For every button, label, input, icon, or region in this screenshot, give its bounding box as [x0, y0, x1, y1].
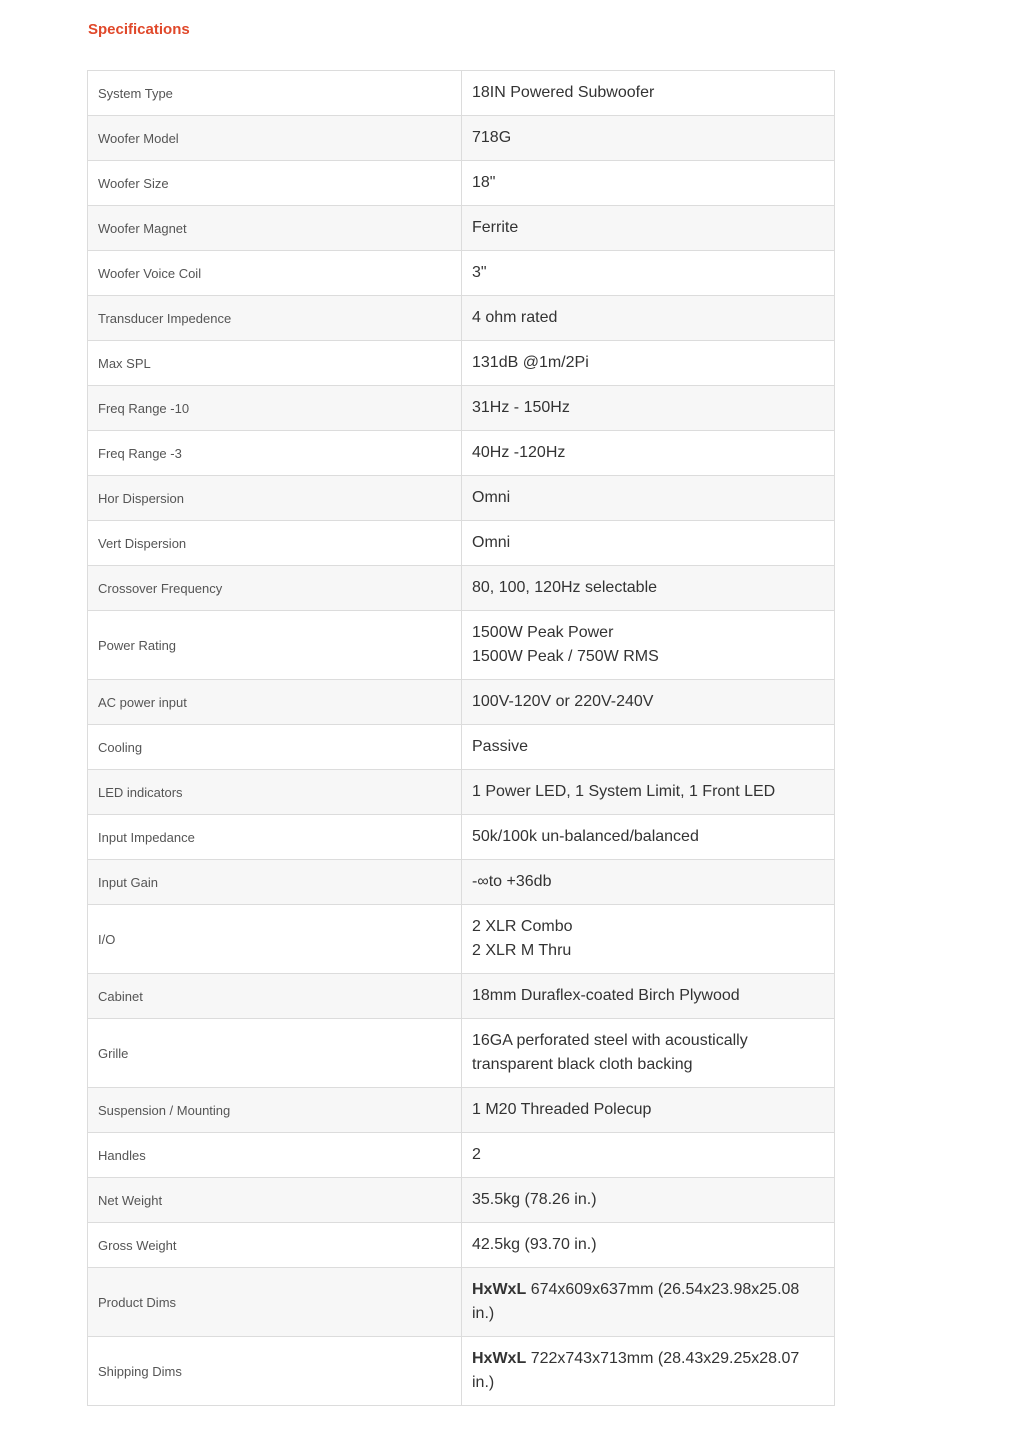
- spec-value-prefix: HxWxL: [472, 1350, 527, 1367]
- spec-row: [88, 1337, 835, 1406]
- spec-value-text: in.): [472, 1305, 495, 1322]
- spec-value-text: in.): [472, 1374, 495, 1391]
- spec-value-line: [472, 1029, 824, 1053]
- spec-row: [88, 521, 835, 566]
- spec-value: [462, 905, 835, 974]
- spec-label: LED indicators: [88, 770, 462, 815]
- spec-row: [88, 725, 835, 770]
- spec-label: System Type: [88, 71, 462, 116]
- spec-value: 100V-120V or 220V-240V: [462, 680, 835, 725]
- spec-label: Net Weight: [88, 1178, 462, 1223]
- spec-value: 1 Power LED, 1 System Limit, 1 Front LED: [462, 770, 835, 815]
- spec-row: [88, 431, 835, 476]
- spec-label: I/O: [88, 905, 462, 974]
- spec-label: Grille: [88, 1019, 462, 1088]
- spec-value: Passive: [462, 725, 835, 770]
- spec-value: 80, 100, 120Hz selectable: [462, 566, 835, 611]
- spec-label: Woofer Voice Coil: [88, 251, 462, 296]
- spec-row: [88, 770, 835, 815]
- spec-value-line: [472, 1278, 824, 1302]
- spec-label: Cabinet: [88, 974, 462, 1019]
- spec-value-line: [472, 1053, 824, 1077]
- spec-value: 31Hz - 150Hz: [462, 386, 835, 431]
- spec-value: Omni: [462, 521, 835, 566]
- spec-label: Max SPL: [88, 341, 462, 386]
- spec-label: Woofer Model: [88, 116, 462, 161]
- spec-row: [88, 116, 835, 161]
- spec-value-text: 1500W Peak / 750W RMS: [472, 648, 659, 665]
- spec-label: Freq Range -10: [88, 386, 462, 431]
- spec-row: [88, 476, 835, 521]
- spec-label: Handles: [88, 1133, 462, 1178]
- spec-value: 2: [462, 1133, 835, 1178]
- spec-row: [88, 974, 835, 1019]
- spec-row: [88, 161, 835, 206]
- spec-value: 18": [462, 161, 835, 206]
- spec-row: [88, 815, 835, 860]
- spec-value: -∞to +36db: [462, 860, 835, 905]
- spec-row: [88, 341, 835, 386]
- spec-value: 42.5kg (93.70 in.): [462, 1223, 835, 1268]
- spec-value: 131dB @1m/2Pi: [462, 341, 835, 386]
- spec-value: [462, 1268, 835, 1337]
- spec-value-text: 2 XLR M Thru: [472, 942, 572, 959]
- spec-label: Crossover Frequency: [88, 566, 462, 611]
- spec-value-line: [472, 1302, 824, 1326]
- spec-value-line: [472, 1371, 824, 1395]
- spec-label: Power Rating: [88, 611, 462, 680]
- spec-value: [462, 611, 835, 680]
- spec-label: Hor Dispersion: [88, 476, 462, 521]
- spec-value: 1 M20 Threaded Polecup: [462, 1088, 835, 1133]
- spec-row: [88, 1088, 835, 1133]
- spec-label: Product Dims: [88, 1268, 462, 1337]
- spec-value: 18IN Powered Subwoofer: [462, 71, 835, 116]
- specifications-heading: Specifications: [88, 21, 190, 38]
- spec-value-line: [472, 939, 824, 963]
- specifications-table: [87, 70, 835, 1406]
- spec-label: Gross Weight: [88, 1223, 462, 1268]
- spec-value: [462, 1337, 835, 1406]
- spec-value-line: [472, 645, 824, 669]
- spec-label: Cooling: [88, 725, 462, 770]
- spec-row: [88, 905, 835, 974]
- spec-value: 50k/100k un-balanced/balanced: [462, 815, 835, 860]
- spec-row: [88, 860, 835, 905]
- spec-row: [88, 251, 835, 296]
- spec-value: 718G: [462, 116, 835, 161]
- spec-label: Vert Dispersion: [88, 521, 462, 566]
- spec-row: [88, 566, 835, 611]
- spec-label: Shipping Dims: [88, 1337, 462, 1406]
- spec-label: Woofer Magnet: [88, 206, 462, 251]
- spec-label: Suspension / Mounting: [88, 1088, 462, 1133]
- spec-row: [88, 1178, 835, 1223]
- spec-row: [88, 386, 835, 431]
- spec-row: [88, 296, 835, 341]
- spec-value-text: 674x609x637mm (26.54x23.98x25.08: [530, 1281, 800, 1298]
- spec-value-line: [472, 1347, 824, 1371]
- spec-value-text: 16GA perforated steel with acoustically: [472, 1032, 748, 1049]
- spec-label: Input Gain: [88, 860, 462, 905]
- spec-value-prefix: HxWxL: [472, 1281, 527, 1298]
- spec-value: 3": [462, 251, 835, 296]
- spec-row: [88, 1133, 835, 1178]
- spec-value-text: transparent black cloth backing: [472, 1056, 693, 1073]
- spec-label: Freq Range -3: [88, 431, 462, 476]
- spec-value-text: 2 XLR Combo: [472, 918, 573, 935]
- spec-value: [462, 1019, 835, 1088]
- spec-row: [88, 206, 835, 251]
- spec-row: [88, 71, 835, 116]
- spec-value: Ferrite: [462, 206, 835, 251]
- spec-value-text: 722x743x713mm (28.43x29.25x28.07: [530, 1350, 800, 1367]
- spec-value: 18mm Duraflex-coated Birch Plywood: [462, 974, 835, 1019]
- spec-label: Transducer Impedence: [88, 296, 462, 341]
- spec-value-line: [472, 915, 824, 939]
- spec-label: AC power input: [88, 680, 462, 725]
- spec-value-line: [472, 621, 824, 645]
- spec-label: Woofer Size: [88, 161, 462, 206]
- spec-row: [88, 1268, 835, 1337]
- spec-label: Input Impedance: [88, 815, 462, 860]
- specifications-table-body: [88, 71, 835, 1406]
- spec-value: Omni: [462, 476, 835, 521]
- spec-row: [88, 1223, 835, 1268]
- spec-row: [88, 680, 835, 725]
- spec-value: 4 ohm rated: [462, 296, 835, 341]
- spec-value: 40Hz -120Hz: [462, 431, 835, 476]
- spec-row: [88, 1019, 835, 1088]
- spec-value-text: 1500W Peak Power: [472, 624, 614, 641]
- spec-value: 35.5kg (78.26 in.): [462, 1178, 835, 1223]
- spec-row: [88, 611, 835, 680]
